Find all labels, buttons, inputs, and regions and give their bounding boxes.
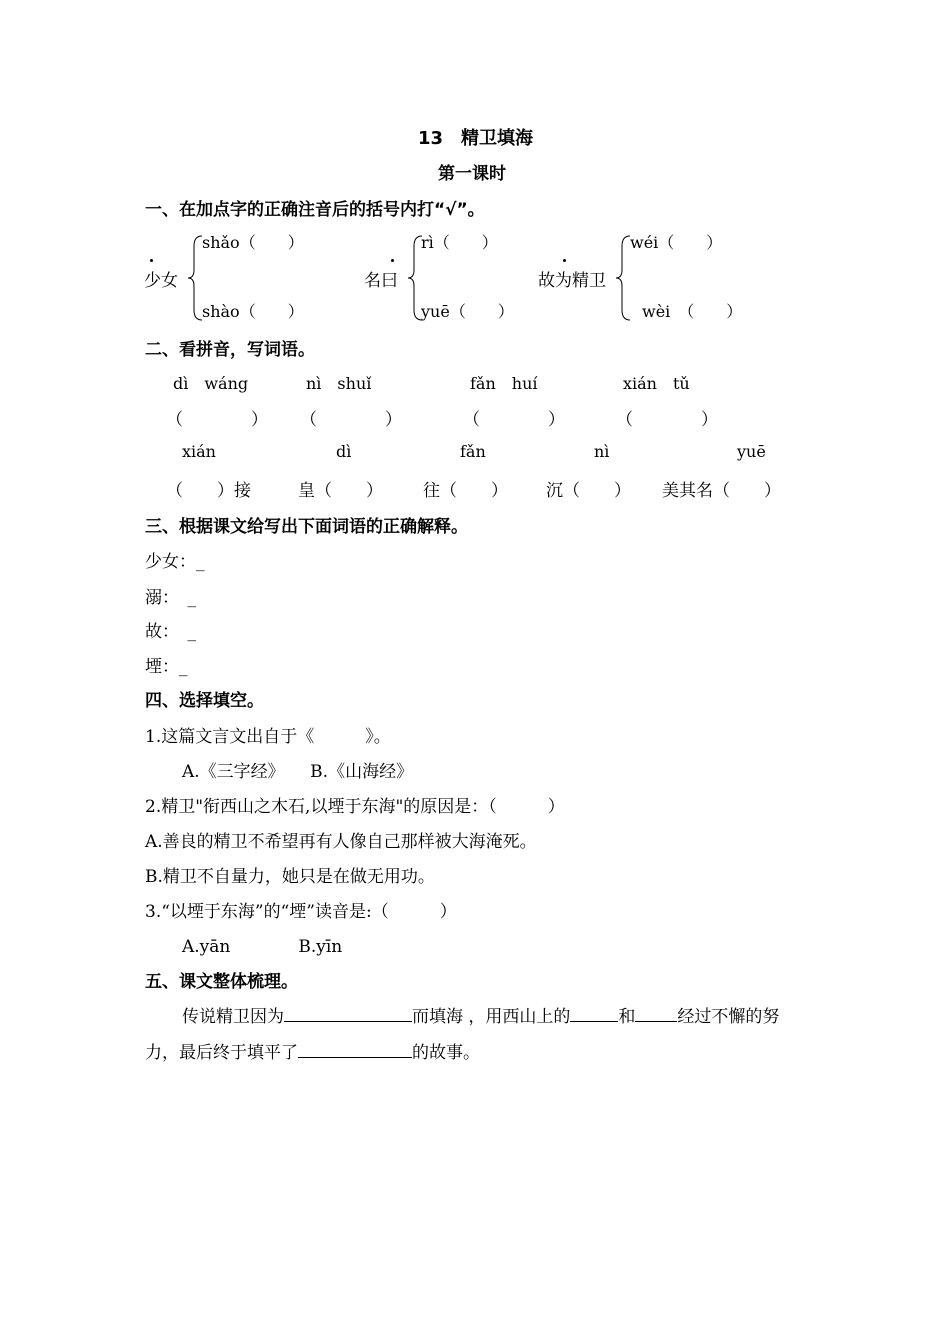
question-1: 1.这篇文言文出自于《 》。 [145,727,391,747]
blank-line[interactable] [570,1003,618,1022]
pinyin-prompt: nì [594,442,610,461]
section-1-heading: 一、在加点字的正确注音后的括号内打“√”。 [145,200,485,220]
pinyin-prompt: dì [336,442,352,461]
pinyin-option: wéi（ ） [630,233,723,252]
answer-box[interactable]: （ ） [616,410,718,430]
pinyin-prompt: nì shuǐ [306,374,372,393]
definition-item[interactable]: 堙：_ [145,657,188,677]
pinyin-prompt: fǎn [460,442,486,461]
pinyin-prompt: fǎn huí [470,374,538,393]
fill-word[interactable]: 往（ ） [423,481,508,501]
blank-line[interactable] [298,1039,412,1058]
blank-line[interactable] [284,1003,412,1022]
section-2-heading: 二、看拼音，写词语。 [145,340,315,360]
summary-text: 的故事。 [412,1043,480,1063]
definition-item[interactable]: 少女：_ [145,552,205,572]
question-2: 2.精卫"衔西山之木石,以堙于东海"的原因是：（ ） [145,797,565,817]
summary-paragraph-line-1 [182,1002,779,1027]
fill-word[interactable]: 皇（ ） [298,481,383,501]
emphasis-dot [563,259,566,262]
pinyin-option: shào（ ） [202,302,304,321]
question-3-options[interactable]: A.yān B.yīn [182,937,343,957]
pinyin-prompt: yuē [737,442,766,461]
pinyin-word-3: 故为精卫 [538,271,606,291]
section-5-heading: 五、课文整体梳理。 [145,972,298,992]
question-3: 3.“以堙于东海”的“堙”读音是:（ ） [145,902,457,922]
summary-text: 传说精卫因为 [182,1007,284,1027]
definition-item[interactable]: 溺： _ [145,588,196,608]
answer-box[interactable]: （ ） [166,410,268,430]
pinyin-option: shǎo（ ） [202,233,304,252]
pinyin-option: yuē（ ） [421,302,514,321]
fill-word[interactable]: 美其名（ ） [662,481,781,501]
section-3-heading: 三、根据课文给写出下面词语的正确解释。 [145,517,468,537]
pinyin-prompt: xián tǔ [623,374,690,393]
answer-box[interactable]: （ ） [463,410,565,430]
fill-word[interactable]: 沉（ ） [546,481,631,501]
pinyin-word-1: 少女 [144,271,178,291]
emphasis-dot [150,259,153,262]
definition-item[interactable]: 故： _ [145,622,196,642]
pinyin-word-2: 名曰 [364,271,398,291]
summary-paragraph-line-2 [145,1038,480,1063]
summary-text: 而填海 ，用西山上的 [412,1007,571,1027]
summary-text: 力，最后终于填平了 [145,1043,298,1063]
pinyin-prompt: dì wáng [173,374,249,393]
section-4-heading: 四、选择填空。 [145,691,264,711]
answer-box[interactable]: （ ） [300,410,402,430]
question-2-option-b[interactable]: B.精卫不自量力，她只是在做无用功。 [145,867,435,887]
blank-line[interactable] [635,1003,677,1022]
question-1-options[interactable]: A.《三字经》 B.《山海经》 [182,762,414,782]
page-title: 13 精卫填海 [418,128,534,149]
emphasis-dot [391,259,394,262]
fill-word[interactable]: （ ）接 [166,481,251,501]
summary-text: 经过不懈的努 [677,1007,780,1027]
lesson-subtitle: 第一课时 [438,164,506,184]
summary-text: 和 [618,1007,636,1027]
pinyin-option: rì（ ） [421,233,498,252]
pinyin-option: wèi （ ） [642,302,743,321]
pinyin-prompt: xián [182,442,216,461]
question-2-option-a[interactable]: A.善良的精卫不希望再有人像自己那样被大海淹死。 [145,832,537,852]
